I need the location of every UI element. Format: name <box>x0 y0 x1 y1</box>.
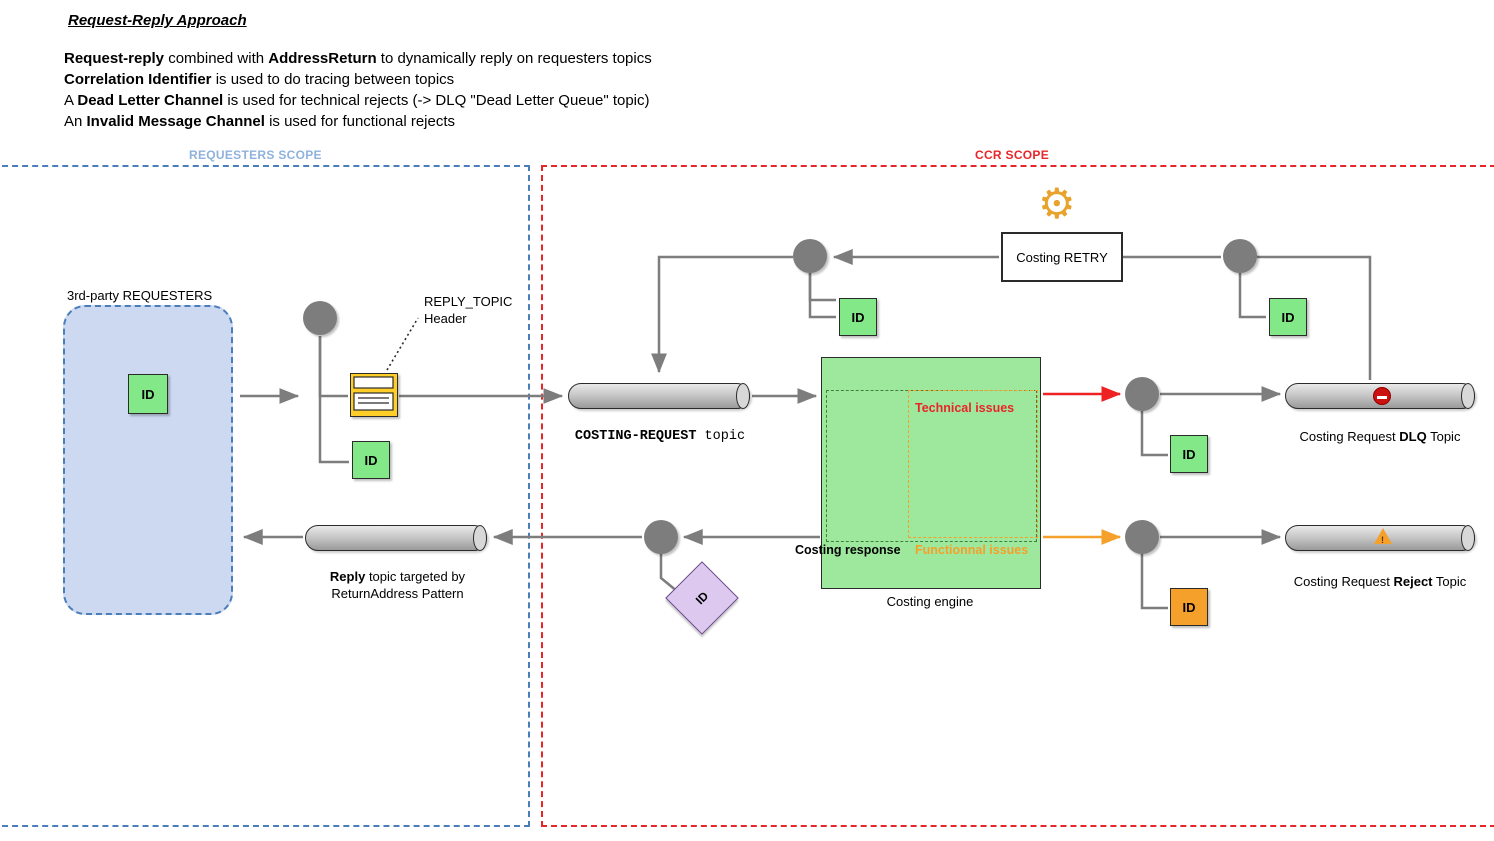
warning-badge-mark: ! <box>1381 535 1384 545</box>
costing-response-label: Costing response <box>795 543 901 557</box>
header-segment-1-1: Request-reply <box>64 50 165 67</box>
topic-cap <box>736 383 750 409</box>
topic-costing-request <box>568 383 750 409</box>
topic-costing-request-label <box>540 427 780 444</box>
third-party-requesters-group <box>63 305 233 615</box>
ccr-scope-label: CCR SCOPE <box>975 148 1050 162</box>
topic-dlq-label <box>1280 429 1480 444</box>
retry-left-junction-node <box>793 239 827 273</box>
retry-right-junction-node <box>1223 239 1257 273</box>
requesters-scope-label: REQUESTERS SCOPE <box>189 148 322 162</box>
topic-dlq-prefix: Costing Request <box>1299 429 1400 444</box>
third-party-requesters-label: 3rd-party REQUESTERS <box>67 288 213 303</box>
topic-reply-line2: ReturnAddress Pattern <box>331 586 464 601</box>
reply-junction-node <box>644 520 678 554</box>
correlation-id-requester: ID <box>128 374 168 414</box>
topic-reject-label <box>1280 574 1480 589</box>
correlation-id-retry-right: ID <box>1269 298 1307 336</box>
dlq-junction-node <box>1125 377 1159 411</box>
topic-reject-bold: Reject <box>1393 574 1433 589</box>
reject-junction-node <box>1125 520 1159 554</box>
topic-dlq-bold: DLQ <box>1399 429 1427 444</box>
header-segment-3-2: Dead Letter Channel <box>77 92 224 109</box>
topic-reply-rest: topic targeted by <box>365 569 466 584</box>
header-segment-2-1: Correlation Identifier <box>64 71 212 88</box>
header-segment-1-2: combined with <box>164 50 269 67</box>
page-title: Request-Reply Approach <box>68 12 247 29</box>
message-envelope-icon <box>350 373 398 417</box>
topic-dlq-suffix: Topic <box>1426 429 1461 444</box>
functional-issues-label: Functionnal issues <box>915 543 1029 557</box>
header-line-1 <box>64 48 652 69</box>
topic-cap <box>473 525 487 551</box>
topic-reject-prefix: Costing Request <box>1293 574 1394 589</box>
topic-reject-suffix: Topic <box>1432 574 1467 589</box>
header-segment-1-3: AddressReturn <box>268 50 377 67</box>
gears-icon: ⚙ <box>1038 180 1076 227</box>
costing-retry-box: Costing RETRY <box>1001 232 1123 282</box>
topic-costing-request-name: COSTING-REQUEST <box>574 429 697 444</box>
reply-topic-header-callout <box>424 293 512 327</box>
header-segment-4-1: An <box>64 113 87 130</box>
topic-reply-label <box>290 568 505 602</box>
header-segment-4-3: is used for functional rejects <box>264 113 455 130</box>
header-segment-3-1: A <box>64 92 78 109</box>
header-segment-2-2: is used to do tracing between topics <box>211 71 455 88</box>
header-line-4 <box>64 111 455 132</box>
topic-cap <box>1461 525 1475 551</box>
header-segment-4-2: Invalid Message Channel <box>86 113 265 130</box>
reply-topic-header-line1: REPLY_TOPIC <box>424 294 513 309</box>
correlation-id-reply-header: ID <box>352 441 390 479</box>
requester-junction-node <box>303 301 337 335</box>
correlation-id-dlq: ID <box>1170 435 1208 473</box>
topic-cap <box>1461 383 1475 409</box>
topic-costing-request-suffix: topic <box>696 429 746 444</box>
technical-issues-label: Technical issues <box>915 401 1015 415</box>
header-segment-3-3: is used for technical rejects (-> DLQ "Dead Letter Queue" topic) <box>223 92 650 109</box>
topic-reply-bold: Reply <box>329 569 366 584</box>
correlation-id-reject: ID <box>1170 588 1208 626</box>
reply-topic-header-line2: Header <box>424 311 467 326</box>
correlation-id-retry-left: ID <box>839 298 877 336</box>
topic-reply <box>305 525 487 551</box>
correlation-id-reply-diamond-label: ID <box>692 588 712 608</box>
header-line-3 <box>64 90 650 111</box>
costing-engine-label: Costing engine <box>886 594 974 609</box>
header-segment-1-4: to dynamically reply on requesters topics <box>376 50 652 67</box>
header-line-2 <box>64 69 454 90</box>
error-badge-icon <box>1373 387 1391 405</box>
